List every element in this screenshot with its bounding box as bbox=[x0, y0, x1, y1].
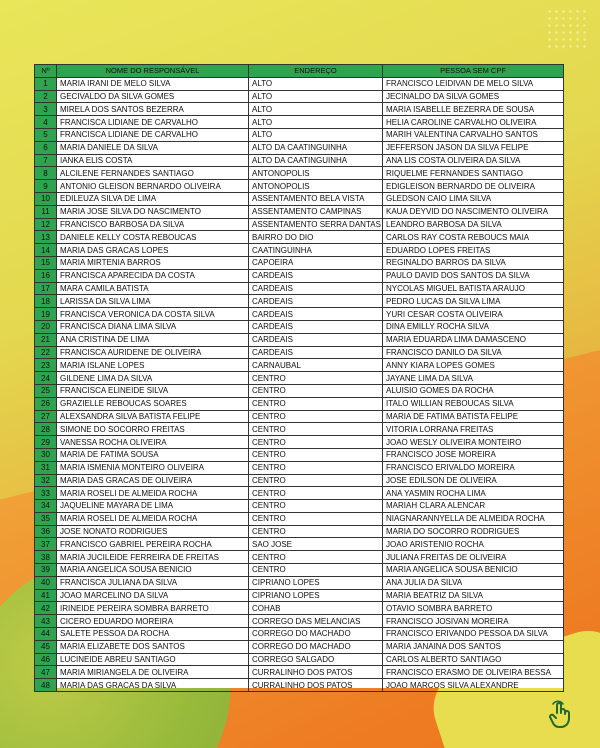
cell-endereco: CARDEAIS bbox=[249, 295, 383, 308]
cell-number: 47 bbox=[35, 666, 57, 679]
cell-number: 5 bbox=[35, 128, 57, 141]
cell-endereco: CENTRO bbox=[249, 436, 383, 449]
table-row bbox=[35, 666, 564, 679]
table-row bbox=[35, 116, 564, 129]
cell-pessoa: FRANCISCO ERASMO DE OLIVEIRA BESSA bbox=[383, 666, 564, 679]
cell-pessoa: KAUA DEYVID DO NASCIMENTO OLIVEIRA bbox=[383, 205, 564, 218]
cell-pessoa: FRANCISCO LEIDIVAN DE MELO SILVA bbox=[383, 77, 564, 90]
table-row bbox=[35, 128, 564, 141]
table-row bbox=[35, 244, 564, 257]
cell-responsavel: MARIA IRANI DE MELO SILVA bbox=[57, 77, 249, 90]
cell-endereco: ALTO bbox=[249, 77, 383, 90]
table-row bbox=[35, 628, 564, 641]
table-row bbox=[35, 308, 564, 321]
cell-pessoa: OTAVIO SOMBRA BARRETO bbox=[383, 602, 564, 615]
cell-number: 39 bbox=[35, 564, 57, 577]
cell-number: 16 bbox=[35, 269, 57, 282]
cell-responsavel: ALEXSANDRA SILVA BATISTA FELIPE bbox=[57, 410, 249, 423]
cell-endereco: ANTONOPOLIS bbox=[249, 180, 383, 193]
table-row bbox=[35, 653, 564, 666]
cell-number: 28 bbox=[35, 423, 57, 436]
cell-number: 17 bbox=[35, 282, 57, 295]
cell-responsavel: MARIA DAS GRACAS DE OLIVEIRA bbox=[57, 474, 249, 487]
cell-responsavel: FRANCISCA AURIDENE DE OLIVEIRA bbox=[57, 346, 249, 359]
cell-number: 43 bbox=[35, 615, 57, 628]
cell-pessoa: MARIA DE FATIMA BATISTA FELIPE bbox=[383, 410, 564, 423]
table-row bbox=[35, 589, 564, 602]
table-row bbox=[35, 679, 564, 692]
cell-endereco: CARNAUBAL bbox=[249, 359, 383, 372]
cell-number: 36 bbox=[35, 525, 57, 538]
cell-endereco: ASSENTAMENTO SERRA DANTAS bbox=[249, 218, 383, 231]
cell-responsavel: MARIA JUCILEIDE FERREIRA DE FREITAS bbox=[57, 551, 249, 564]
cell-endereco: ASSENTAMENTO CAMPINAS bbox=[249, 205, 383, 218]
cell-responsavel: MARIA DANIELE DA SILVA bbox=[57, 141, 249, 154]
cell-pessoa: MARIH VALENTINA CARVALHO SANTOS bbox=[383, 128, 564, 141]
table-row bbox=[35, 551, 564, 564]
cell-number: 45 bbox=[35, 640, 57, 653]
cell-number: 35 bbox=[35, 512, 57, 525]
cell-endereco: CARDEAIS bbox=[249, 269, 383, 282]
cell-responsavel: JOAO MARCELINO DA SILVA bbox=[57, 589, 249, 602]
cell-number: 3 bbox=[35, 103, 57, 116]
cell-responsavel: MARIA DE FATIMA SOUSA bbox=[57, 448, 249, 461]
cell-number: 9 bbox=[35, 180, 57, 193]
cell-responsavel: GILDENE LIMA DA SILVA bbox=[57, 372, 249, 385]
cell-number: 13 bbox=[35, 231, 57, 244]
table-row bbox=[35, 436, 564, 449]
table-row bbox=[35, 474, 564, 487]
cell-pessoa: NIAGNARANNYELLA DE ALMEIDA ROCHA bbox=[383, 512, 564, 525]
cell-endereco: CARDEAIS bbox=[249, 308, 383, 321]
cell-endereco: ASSENTAMENTO BELA VISTA bbox=[249, 192, 383, 205]
cell-responsavel: IANKA ELIS COSTA bbox=[57, 154, 249, 167]
cell-pessoa: FRANCISCO DANILO DA SILVA bbox=[383, 346, 564, 359]
table-row bbox=[35, 397, 564, 410]
cell-pessoa: JAYANE LIMA DA SILVA bbox=[383, 372, 564, 385]
table-row bbox=[35, 282, 564, 295]
cell-responsavel: MARIA JOSE SILVA DO NASCIMENTO bbox=[57, 205, 249, 218]
table-row bbox=[35, 218, 564, 231]
cell-endereco: CENTRO bbox=[249, 372, 383, 385]
cell-pessoa: MARIAH CLARA ALENCAR bbox=[383, 500, 564, 513]
cell-pessoa: REGINALDO BARROS DA SILVA bbox=[383, 256, 564, 269]
cell-responsavel: FRANCISCA JULIANA DA SILVA bbox=[57, 576, 249, 589]
cell-pessoa: DINA EMILLY ROCHA SILVA bbox=[383, 320, 564, 333]
cell-responsavel: FRANCISCO GABRIEL PEREIRA ROCHA bbox=[57, 538, 249, 551]
cell-pessoa: YURI CESAR COSTA OLIVEIRA bbox=[383, 308, 564, 321]
cell-responsavel: MARIA MIRIANGELA DE OLIVEIRA bbox=[57, 666, 249, 679]
cell-endereco: ANTONOPOLIS bbox=[249, 167, 383, 180]
table-row bbox=[35, 500, 564, 513]
cell-pessoa: EDUARDO LOPES FREITAS bbox=[383, 244, 564, 257]
cell-endereco: CENTRO bbox=[249, 448, 383, 461]
cell-pessoa: JECINALDO DA SILVA GOMES bbox=[383, 90, 564, 103]
cell-endereco: ALTO bbox=[249, 128, 383, 141]
cell-number: 1 bbox=[35, 77, 57, 90]
cell-number: 26 bbox=[35, 397, 57, 410]
cell-number: 4 bbox=[35, 116, 57, 129]
cell-number: 6 bbox=[35, 141, 57, 154]
cell-responsavel: MIRELA DOS SANTOS BEZERRA bbox=[57, 103, 249, 116]
cell-number: 34 bbox=[35, 500, 57, 513]
cell-endereco: CENTRO bbox=[249, 551, 383, 564]
cell-number: 33 bbox=[35, 487, 57, 500]
cell-responsavel: FRANCISCO BARBOSA DA SILVA bbox=[57, 218, 249, 231]
cell-endereco: CARDEAIS bbox=[249, 333, 383, 346]
table-row bbox=[35, 602, 564, 615]
cell-endereco: CENTRO bbox=[249, 410, 383, 423]
cell-responsavel: FRANCISCA LIDIANE DE CARVALHO bbox=[57, 116, 249, 129]
table-row bbox=[35, 320, 564, 333]
cell-endereco: CARDEAIS bbox=[249, 346, 383, 359]
table-row bbox=[35, 640, 564, 653]
swipe-hand-icon bbox=[548, 700, 572, 730]
cell-responsavel: LARISSA DA SILVA LIMA bbox=[57, 295, 249, 308]
cell-endereco: CENTRO bbox=[249, 525, 383, 538]
cell-pessoa: MARIA EDUARDA LIMA DAMASCENO bbox=[383, 333, 564, 346]
table-row bbox=[35, 205, 564, 218]
cell-responsavel: LUCINEIDE ABREU SANTIAGO bbox=[57, 653, 249, 666]
cell-endereco: BAIRRO DO DIO bbox=[249, 231, 383, 244]
cell-responsavel: MARIA ISLANE LOPES bbox=[57, 359, 249, 372]
table-row bbox=[35, 423, 564, 436]
cell-pessoa: FRANCISCO ERIVANDO PESSOA DA SILVA bbox=[383, 628, 564, 641]
cell-responsavel: MARIA DAS GRACAS LOPES bbox=[57, 244, 249, 257]
cell-pessoa: HELIA CAROLINE CARVALHO OLIVEIRA bbox=[383, 116, 564, 129]
cell-pessoa: MARIA JANAINA DOS SANTOS bbox=[383, 640, 564, 653]
cell-endereco: CENTRO bbox=[249, 564, 383, 577]
cell-responsavel: SIMONE DO SOCORRO FREITAS bbox=[57, 423, 249, 436]
cell-responsavel: MARIA ANGELICA SOUSA BENICIO bbox=[57, 564, 249, 577]
cell-endereco: CENTRO bbox=[249, 384, 383, 397]
cell-pessoa: ALUISIO GOMES DA ROCHA bbox=[383, 384, 564, 397]
table-row bbox=[35, 154, 564, 167]
cell-endereco: ALTO bbox=[249, 116, 383, 129]
cell-pessoa: ANNY KIARA LOPES GOMES bbox=[383, 359, 564, 372]
cell-endereco: CENTRO bbox=[249, 500, 383, 513]
cell-responsavel: MARIA ROSELI DE ALMEIDA ROCHA bbox=[57, 487, 249, 500]
cell-responsavel: FRANCISCA VERONICA DA COSTA SILVA bbox=[57, 308, 249, 321]
cell-endereco: CENTRO bbox=[249, 487, 383, 500]
cell-pessoa: NYCOLAS MIGUEL BATISTA ARAUJO bbox=[383, 282, 564, 295]
table-row bbox=[35, 564, 564, 577]
table-row bbox=[35, 461, 564, 474]
cell-number: 25 bbox=[35, 384, 57, 397]
table-row bbox=[35, 141, 564, 154]
cell-endereco: CURRALINHO DOS PATOS bbox=[249, 666, 383, 679]
table-row bbox=[35, 359, 564, 372]
cell-endereco: CENTRO bbox=[249, 461, 383, 474]
cell-pessoa: PAULO DAVID DOS SANTOS DA SILVA bbox=[383, 269, 564, 282]
table-row bbox=[35, 384, 564, 397]
cell-number: 29 bbox=[35, 436, 57, 449]
cell-number: 12 bbox=[35, 218, 57, 231]
cell-pessoa: FRANCISCO ERIVALDO MOREIRA bbox=[383, 461, 564, 474]
table-row bbox=[35, 269, 564, 282]
cell-responsavel: DANIELE KELLY COSTA REBOUCAS bbox=[57, 231, 249, 244]
table-row bbox=[35, 90, 564, 103]
cell-responsavel: ANA CRISTINA DE LIMA bbox=[57, 333, 249, 346]
cell-responsavel: MARIA MIRTENIA BARROS bbox=[57, 256, 249, 269]
cell-number: 24 bbox=[35, 372, 57, 385]
table-row bbox=[35, 538, 564, 551]
cell-responsavel: MARIA ISMENIA MONTEIRO OLIVEIRA bbox=[57, 461, 249, 474]
cell-number: 19 bbox=[35, 308, 57, 321]
cell-responsavel: ANTONIO GLEISON BERNARDO OLIVEIRA bbox=[57, 180, 249, 193]
cell-pessoa: MARIA ANGELICA SOUSA BENICIO bbox=[383, 564, 564, 577]
table-row bbox=[35, 103, 564, 116]
cell-number: 48 bbox=[35, 679, 57, 692]
cell-responsavel: ALCILENE FERNANDES SANTIAGO bbox=[57, 167, 249, 180]
table-row bbox=[35, 295, 564, 308]
cell-pessoa: FRANCISCO JOSIVAN MOREIRA bbox=[383, 615, 564, 628]
cell-number: 23 bbox=[35, 359, 57, 372]
cell-pessoa: MARIA ISABELLE BEZERRA DE SOUSA bbox=[383, 103, 564, 116]
cell-endereco: CARDEAIS bbox=[249, 320, 383, 333]
cell-pessoa: CARLOS RAY COSTA REBOUCS MAIA bbox=[383, 231, 564, 244]
table-row bbox=[35, 333, 564, 346]
cell-pessoa: JOAO ARISTENIO ROCHA bbox=[383, 538, 564, 551]
cell-number: 8 bbox=[35, 167, 57, 180]
cell-number: 7 bbox=[35, 154, 57, 167]
table-row bbox=[35, 192, 564, 205]
table-row bbox=[35, 77, 564, 90]
cell-endereco: CURRALINHO DOS PATOS bbox=[249, 679, 383, 692]
cell-responsavel: MARIA DAS GRACAS DA SILVA bbox=[57, 679, 249, 692]
cell-endereco: CENTRO bbox=[249, 397, 383, 410]
cell-number: 2 bbox=[35, 90, 57, 103]
document-sheet bbox=[34, 64, 563, 688]
cell-responsavel: JAQUELINE MAYARA DE LIMA bbox=[57, 500, 249, 513]
cell-endereco: CAPOEIRA bbox=[249, 256, 383, 269]
cell-endereco: CENTRO bbox=[249, 423, 383, 436]
cell-pessoa: EDIGLEISON BERNARDO DE OLIVEIRA bbox=[383, 180, 564, 193]
background-dot-pattern bbox=[546, 8, 586, 48]
table-row bbox=[35, 180, 564, 193]
cell-responsavel: JOSE NONATO RODRIGUES bbox=[57, 525, 249, 538]
cell-responsavel: MARIA ROSELI DE ALMEIDA ROCHA bbox=[57, 512, 249, 525]
table-row bbox=[35, 372, 564, 385]
cell-pessoa: JULIANA FREITAS DE OLIVEIRA bbox=[383, 551, 564, 564]
cell-number: 18 bbox=[35, 295, 57, 308]
cell-number: 21 bbox=[35, 333, 57, 346]
table-row bbox=[35, 615, 564, 628]
cell-pessoa: LEANDRO BARBOSA DA SILVA bbox=[383, 218, 564, 231]
cell-number: 11 bbox=[35, 205, 57, 218]
cell-responsavel: SALETE PESSOA DA ROCHA bbox=[57, 628, 249, 641]
cell-pessoa: CARLOS ALBERTO SANTIAGO bbox=[383, 653, 564, 666]
cell-pessoa: MARIA DO SOCORRO RODRIGUES bbox=[383, 525, 564, 538]
cell-pessoa: ANA JULIA DA SILVA bbox=[383, 576, 564, 589]
table-row bbox=[35, 231, 564, 244]
cell-responsavel: FRANCISCA DIANA LIMA SILVA bbox=[57, 320, 249, 333]
cell-responsavel: MARIA ELIZABETE DOS SANTOS bbox=[57, 640, 249, 653]
cell-pessoa: RIQUELME FERNANDES SANTIAGO bbox=[383, 167, 564, 180]
table-row bbox=[35, 346, 564, 359]
cell-pessoa: ANA LIS COSTA OLIVEIRA DA SILVA bbox=[383, 154, 564, 167]
cell-number: 20 bbox=[35, 320, 57, 333]
cell-number: 14 bbox=[35, 244, 57, 257]
cell-pessoa: JOAO WESLY OLIVEIRA MONTEIRO bbox=[383, 436, 564, 449]
table-row bbox=[35, 576, 564, 589]
cell-endereco: SAO JOSE bbox=[249, 538, 383, 551]
cell-number: 15 bbox=[35, 256, 57, 269]
cell-responsavel: EDILEUZA SILVA DE LIMA bbox=[57, 192, 249, 205]
cell-endereco: ALTO DA CAATINGUINHA bbox=[249, 154, 383, 167]
cell-endereco: CORREGO SALGADO bbox=[249, 653, 383, 666]
cell-endereco: CORREGO DO MACHADO bbox=[249, 640, 383, 653]
cell-pessoa: JOAO MARCOS SILVA ALEXANDRE bbox=[383, 679, 564, 692]
cell-responsavel: FRANCISCA ELINEIDE SILVA bbox=[57, 384, 249, 397]
cell-endereco: CIPRIANO LOPES bbox=[249, 589, 383, 602]
cell-number: 10 bbox=[35, 192, 57, 205]
cell-endereco: ALTO bbox=[249, 103, 383, 116]
cell-responsavel: FRANCISCA LIDIANE DE CARVALHO bbox=[57, 128, 249, 141]
cell-endereco: COHAB bbox=[249, 602, 383, 615]
cell-number: 37 bbox=[35, 538, 57, 551]
cell-endereco: CORREGO DO MACHADO bbox=[249, 628, 383, 641]
table-row bbox=[35, 487, 564, 500]
table-row bbox=[35, 512, 564, 525]
table-row bbox=[35, 167, 564, 180]
cell-number: 38 bbox=[35, 551, 57, 564]
cell-endereco: CENTRO bbox=[249, 474, 383, 487]
table-row bbox=[35, 256, 564, 269]
table-header-row bbox=[35, 65, 564, 78]
cell-responsavel: FRANCISCA APARECIDA DA COSTA bbox=[57, 269, 249, 282]
cell-responsavel: MARA CAMILA BATISTA bbox=[57, 282, 249, 295]
cell-endereco: CORREGO DAS MELANCIAS bbox=[249, 615, 383, 628]
cell-number: 30 bbox=[35, 448, 57, 461]
cell-responsavel: VANESSA ROCHA OLIVEIRA bbox=[57, 436, 249, 449]
cell-number: 42 bbox=[35, 602, 57, 615]
cell-endereco: CENTRO bbox=[249, 512, 383, 525]
cell-number: 40 bbox=[35, 576, 57, 589]
cell-responsavel: GRAZIELLE REBOUCAS SOARES bbox=[57, 397, 249, 410]
cell-endereco: ALTO DA CAATINGUINHA bbox=[249, 141, 383, 154]
cell-pessoa: JOSE EDILSON DE OLIVEIRA bbox=[383, 474, 564, 487]
cell-pessoa: JEFFERSON JASON DA SILVA FELIPE bbox=[383, 141, 564, 154]
cell-number: 44 bbox=[35, 628, 57, 641]
cell-responsavel: CICERO EDUARDO MOREIRA bbox=[57, 615, 249, 628]
header-endereco: ENDEREÇO bbox=[249, 65, 383, 78]
beneficiary-table bbox=[34, 64, 564, 692]
header-pessoa: PESSOA SEM CPF bbox=[383, 65, 564, 78]
cell-pessoa: GLEDSON CAIO LIMA SILVA bbox=[383, 192, 564, 205]
cell-pessoa: MARIA BEATRIZ DA SILVA bbox=[383, 589, 564, 602]
table-row bbox=[35, 410, 564, 423]
cell-number: 32 bbox=[35, 474, 57, 487]
table-row bbox=[35, 525, 564, 538]
table-body bbox=[35, 77, 564, 691]
header-number: Nº bbox=[35, 65, 57, 78]
cell-endereco: CIPRIANO LOPES bbox=[249, 576, 383, 589]
cell-pessoa: PEDRO LUCAS DA SILVA LIMA bbox=[383, 295, 564, 308]
cell-number: 31 bbox=[35, 461, 57, 474]
cell-endereco: ALTO bbox=[249, 90, 383, 103]
cell-number: 41 bbox=[35, 589, 57, 602]
cell-pessoa: VITORIA LORRANA FREITAS bbox=[383, 423, 564, 436]
cell-pessoa: FRANCISCO JOSE MOREIRA bbox=[383, 448, 564, 461]
cell-responsavel: IRINEIDE PEREIRA SOMBRA BARRETO bbox=[57, 602, 249, 615]
table-row bbox=[35, 448, 564, 461]
cell-endereco: CAATINGUINHA bbox=[249, 244, 383, 257]
cell-number: 22 bbox=[35, 346, 57, 359]
header-responsavel: NOME DO RESPONSÁVEL bbox=[57, 65, 249, 78]
cell-number: 27 bbox=[35, 410, 57, 423]
cell-responsavel: GECIVALDO DA SILVA GOMES bbox=[57, 90, 249, 103]
cell-endereco: CARDEAIS bbox=[249, 282, 383, 295]
cell-pessoa: ITALO WILLIAN REBOUCAS SILVA bbox=[383, 397, 564, 410]
cell-pessoa: ANA YASMIN ROCHA LIMA bbox=[383, 487, 564, 500]
cell-number: 46 bbox=[35, 653, 57, 666]
